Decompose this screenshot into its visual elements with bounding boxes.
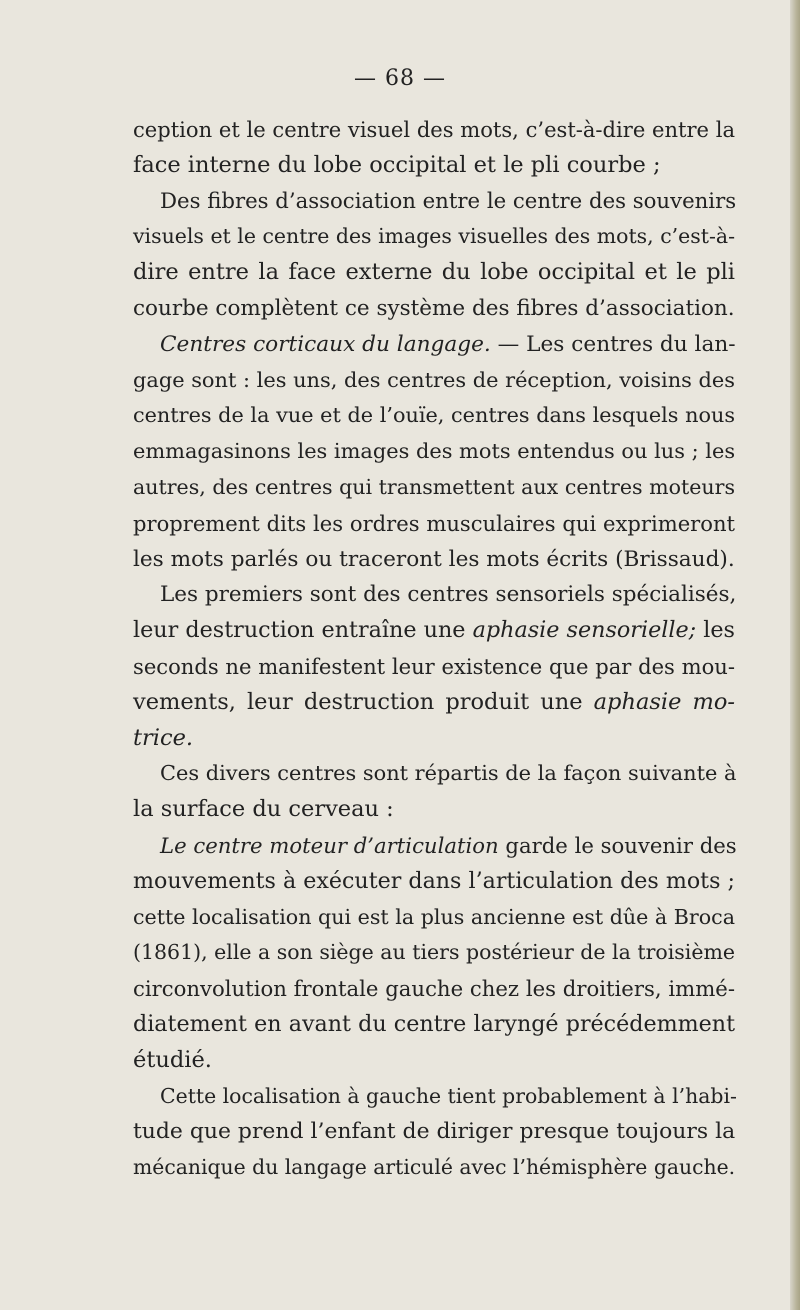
paragraph [133,756,735,828]
paragraph [133,184,735,327]
paragraph [133,1079,735,1186]
italic-term: Le centre moteur d’articulation [160,832,499,858]
page-edge [790,0,800,1310]
text-fragment: garde le souvenir des [498,832,737,858]
text-line: Les premiers sont des centres sensoriels spécialisés, [160,582,737,608]
text-fragment: vements, leur destruction produit une [133,688,594,715]
text-line: mouvements à exécuter dans l’articulation des mots ; [133,867,735,894]
text-line: Ces divers centres sont répartis de la façon suivante à [160,761,737,786]
text-line: ception et le centre visuel des mots, c’est-à-dire entre la [133,117,735,142]
section-heading: Centres corticaux du langage. [160,331,491,357]
text-line [133,327,735,363]
text-line: diatement en avant du centre laryngé précédemment [133,1010,735,1037]
text-line: les mots parlés ou traceront les mots écrits (Brissaud). [133,546,735,572]
text-line: autres, des centres qui transmettent aux centres moteurs [133,474,735,499]
text-line: la surface du cerveau : [133,796,394,823]
text-line [133,613,735,649]
text-line: gage sont : les uns, des centres de réception, voisins des [133,367,735,392]
text-line: proprement dits les ordres musculaires qui exprimeront [133,510,735,536]
text-fragment: — Les centres du lan- [490,331,736,357]
italic-term: aphasie sensorielle; [472,617,697,644]
text-line: face interne du lobe occipital et le pli courbe ; [133,151,661,178]
text-line: dire entre la face externe du lobe occipital et le pli [133,259,735,286]
text-line: cette localisation qui est la plus ancienne est dûe à Broca [133,904,735,929]
paragraph [133,828,735,1079]
text-line: emmagasinons les images des mots entendus ou lus ; les [133,439,736,464]
italic-term: aphasie mo- [593,688,735,715]
text-line [133,685,735,721]
text-line: courbe complètent ce système des fibres d’association. [133,295,735,321]
text-fragment: les [696,617,735,644]
page-number: — 68 — [354,66,446,91]
text-line: circonvolution frontale gauche chez les droitiers, immé- [133,976,735,1002]
text-line: tude que prend l’enfant de diriger presque toujours la [133,1119,736,1145]
text-line: centres de la vue et de l’ouïe, centres dans lesquels nous [133,403,735,428]
italic-term: trice. [133,724,194,751]
text-line: étudié. [133,1046,212,1073]
text-fragment: leur destruction entraîne une [133,617,473,644]
body-text [133,112,735,1186]
text-line: visuels et le centre des images visuelles des mots, c’est-à- [133,224,735,249]
paragraph [133,112,735,184]
text-line [133,721,735,757]
text-line: mécanique du langage articulé avec l’hémisphère gauche. [133,1155,736,1180]
text-line [133,828,735,864]
paragraph [133,327,735,578]
text-line: seconds ne manifestent leur existence que par des mou- [133,653,735,679]
paragraph [133,577,735,756]
text-line: Cette localisation à gauche tient probablement à l’habi- [160,1083,737,1108]
text-line: (1861), elle a son siège au tiers postérieur de la troisième [133,940,735,965]
text-line: Des fibres d’association entre le centre des souvenirs [160,188,737,214]
